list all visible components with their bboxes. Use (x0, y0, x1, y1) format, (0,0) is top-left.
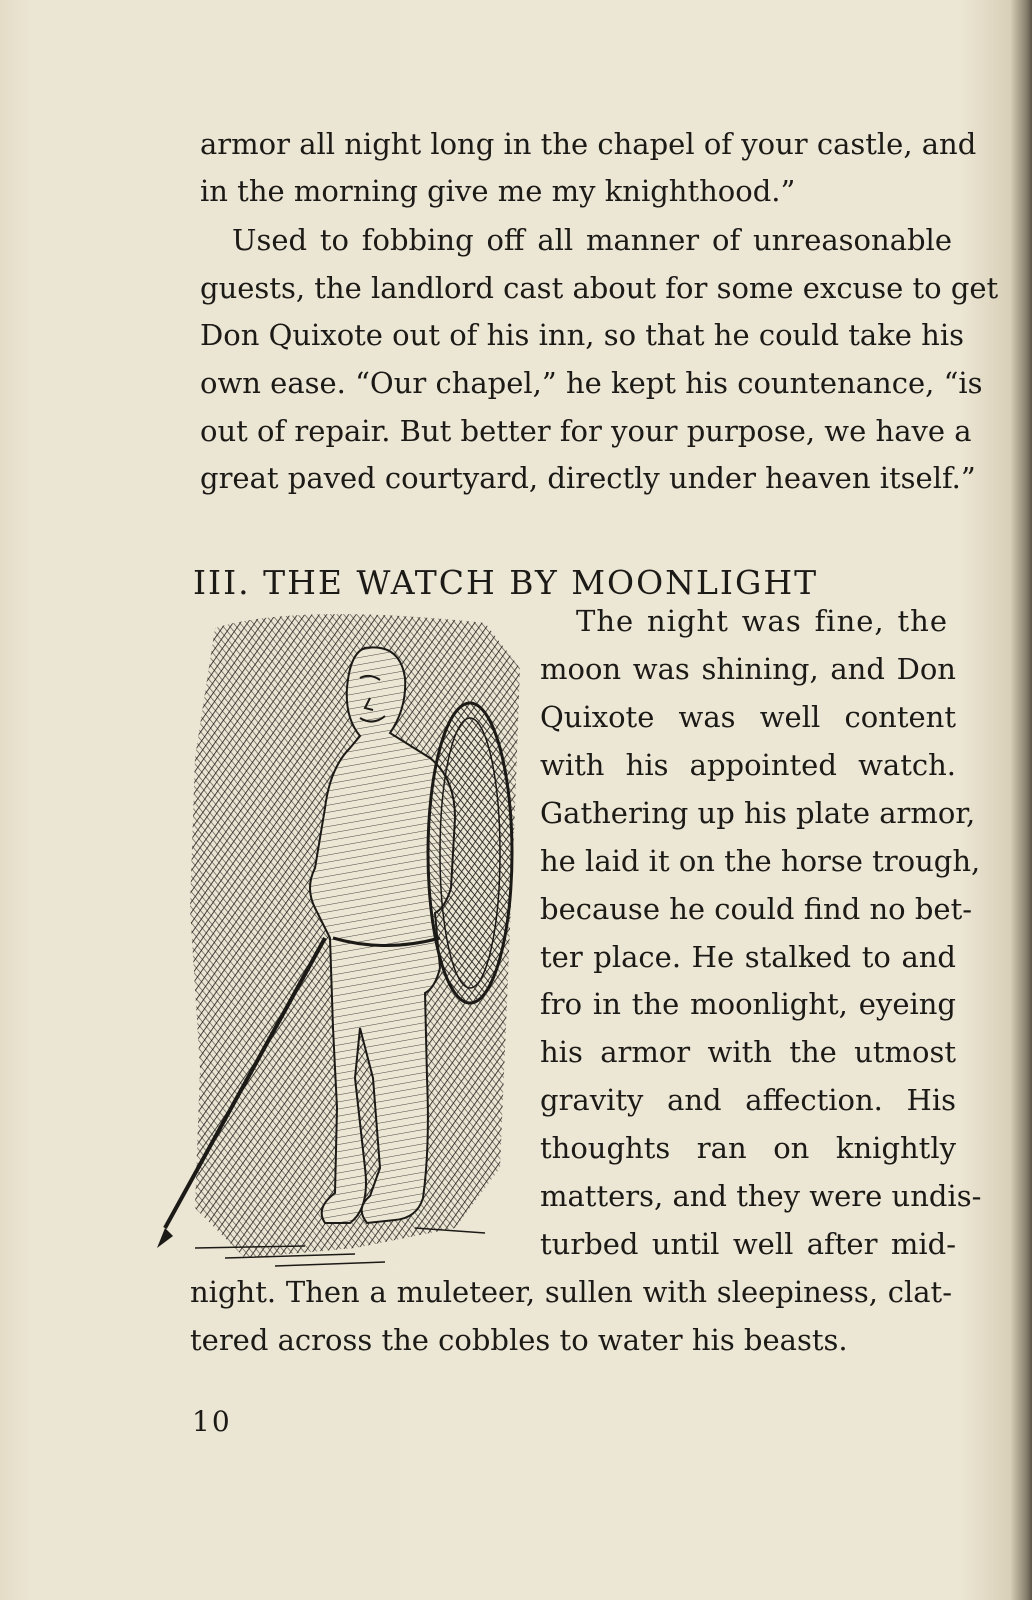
chapter-heading: III. THE WATCH BY MOONLIGHT (193, 563, 819, 602)
text-line: his armor with the utmost (540, 1035, 956, 1069)
text-line: Don Quixote out of his inn, so that he could take his (200, 318, 964, 352)
text-line: Quixote was well content (540, 700, 956, 734)
text-line: matters, and they were undis- (540, 1179, 982, 1213)
text-line: out of repair. But better for your purpose, we have a (200, 414, 972, 448)
text-line: he laid it on the horse trough, (540, 844, 981, 878)
text-line: Gathering up his plate armor, (540, 796, 976, 830)
text-line: armor all night long in the chapel of your castle, and (200, 127, 977, 161)
text-line: night. Then a muleteer, sullen with sleepiness, clat- (190, 1275, 952, 1309)
text-line: Used to fobbing off all manner of unreasonable (232, 223, 952, 257)
text-line: gravity and affection. His (540, 1083, 956, 1117)
text-line: fro in the moonlight, eyeing (540, 987, 956, 1021)
text-line: with his appointed watch. (540, 748, 956, 782)
don-quixote-illustration (155, 608, 535, 1298)
text-line: turbed until well after mid- (540, 1227, 956, 1261)
text-line: ter place. He stalked to and (540, 940, 956, 974)
text-line: The night was fine, the (576, 604, 948, 638)
text-line: because he could find no bet- (540, 892, 973, 926)
text-line: tered across the cobbles to water his beasts. (190, 1323, 848, 1357)
text-line: guests, the landlord cast about for some excuse to get (200, 271, 999, 305)
text-line: thoughts ran on knightly (540, 1131, 956, 1165)
text-line: moon was shining, and Don (540, 652, 956, 686)
page-number: 10 (192, 1405, 232, 1438)
text-line: own ease. “Our chapel,” he kept his countenance, “is (200, 366, 983, 400)
text-line: in the morning give me my knighthood.” (200, 174, 796, 208)
text-line: great paved courtyard, directly under heaven itself.” (200, 461, 976, 495)
